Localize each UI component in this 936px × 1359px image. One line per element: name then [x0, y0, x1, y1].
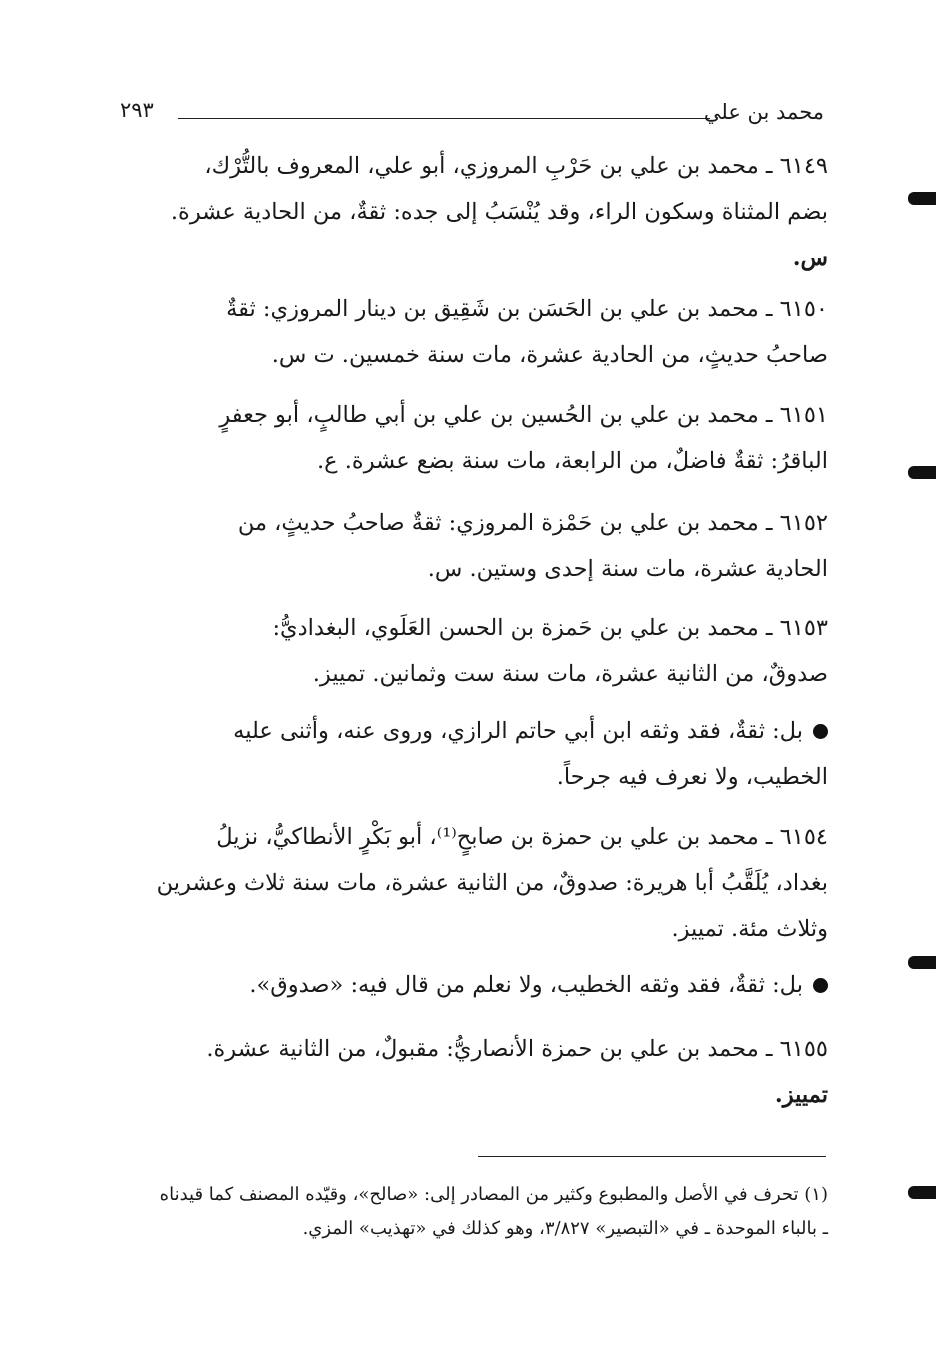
entry-line: ٦١٤٩ ـ محمد بن علي بن حَرْبِ المروزي، أبو علي، المعروف بالتُّرْك، — [204, 153, 828, 179]
entry-line: س. — [792, 245, 828, 271]
entry-line: وثلاث مئة. تمييز. — [671, 916, 828, 942]
bullet-icon — [813, 724, 828, 739]
entry-6151 — [136, 392, 828, 484]
entry-6150 — [136, 286, 828, 378]
entry-line: الخطيب، ولا نعرف فيه جرحاً. — [556, 764, 828, 790]
header-rule — [178, 118, 710, 119]
entry-line: ٦١٥١ ـ محمد بن علي بن الحُسين بن علي بن أبي طالبٍ، أبو جعفرٍ — [219, 402, 828, 428]
entry-line: ٦١٥٣ ـ محمد بن علي بن حَمزة بن الحسن العَلَوي، البغداديُّ: — [272, 615, 828, 641]
entry-6155 — [136, 1026, 828, 1118]
edge-mark — [908, 466, 936, 479]
entry-line: بغداد، يُلَقَّبُ أبا هريرة: صدوقٌ، من الثانية عشرة، مات سنة ثلاث وعشرين — [156, 870, 828, 896]
footnote-line: (١) تحرف في الأصل والمطبوع وكثير من المصادر إلى: «صالح»، وقيّده المصنف كما قيدناه — [159, 1184, 828, 1205]
edge-mark — [908, 956, 936, 969]
edge-mark — [908, 192, 936, 205]
running-header-title: محمد بن علي — [703, 100, 824, 124]
edge-mark — [908, 1186, 936, 1199]
page-number: ٢٩٣ — [120, 98, 154, 122]
entry-line: بضم المثناة وسكون الراء، وقد يُنْسَبُ إلى جده: ثقةٌ، من الحادية عشرة. — [170, 199, 828, 225]
entry-line: بل: ثقةٌ، فقد وثقه ابن أبي حاتم الرازي، وروى عنه، وأثنى عليه — [136, 708, 828, 754]
entry-6149 — [136, 143, 828, 281]
entry-line: ٦١٥٢ ـ محمد بن علي بن حَمْزة المروزي: ثقةٌ صاحبُ حديثٍ، من — [237, 510, 828, 536]
entry-line: ٦١٥٤ ـ محمد بن علي بن حمزة بن صابحٍ⁽¹⁾، أبو بَكْرٍ الأنطاكيُّ، نزيلُ — [216, 824, 828, 850]
footnote-rule — [478, 1156, 826, 1157]
entry-line: ٦١٥٠ ـ محمد بن علي بن الحَسَن بن شَقِيق بن دينار المروزي: ثقةٌ — [226, 296, 828, 322]
editor-note-6153 — [136, 708, 828, 800]
entry-line: الباقرُ: ثقةٌ فاضلٌ، من الرابعة، مات سنة بضع عشرة. ع. — [317, 448, 828, 474]
entry-line: صدوقٌ، من الثانية عشرة، مات سنة ست وثمانين. تمييز. — [312, 661, 828, 687]
entry-line: تمييز. — [774, 1082, 828, 1108]
entry-6152 — [136, 500, 828, 592]
entry-6153 — [136, 605, 828, 697]
entry-6154 — [136, 814, 828, 952]
entry-line: صاحبُ حديثٍ، من الحادية عشرة، مات سنة خمسين. ت س. — [271, 342, 828, 368]
footnote — [136, 1178, 828, 1246]
entry-line: ٦١٥٥ ـ محمد بن علي بن حمزة الأنصاريُّ: مقبولٌ، من الثانية عشرة. — [206, 1036, 828, 1062]
entry-line: بل: ثقةٌ، فقد وثقه الخطيب، ولا نعلم من قال فيه: «صدوق». — [136, 962, 828, 1008]
bullet-icon — [813, 978, 828, 993]
footnote-line: ـ بالباء الموحدة ـ في «التبصير» ٣/٨٢٧، وهو كذلك في «تهذيب» المزي. — [302, 1218, 828, 1239]
entry-line: الحادية عشرة، مات سنة إحدى وستين. س. — [427, 556, 828, 582]
editor-note-6154 — [136, 962, 828, 1008]
